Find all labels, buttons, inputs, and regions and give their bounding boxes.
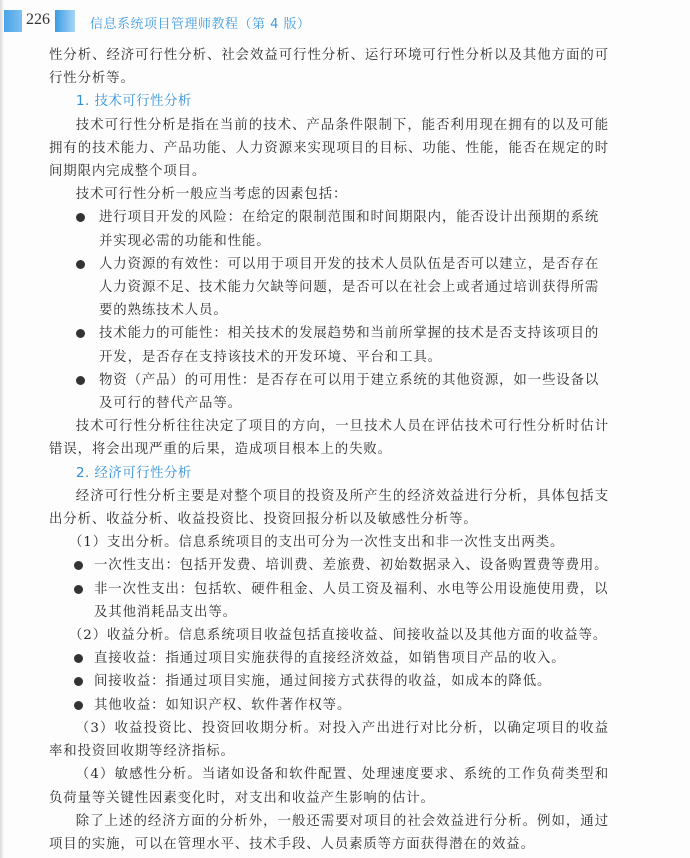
bullet-icon: [76, 260, 85, 269]
numbered-item: （4）敏感性分析。当诸如设备和软件配置、处理速度要求、系统的工作负荷类型和负荷量等关键性因素变化时，对支出和收益产生影响的估计。: [49, 767, 609, 806]
closing-paragraph: 除了上述的经济方面的分析外，一般还需要对项目的社会效益进行分析。例如，通过项目的实施，可以在管理水平、技术手段、人员素质等方面获得潜在的效益。: [49, 813, 609, 852]
list-item-text: 非一次性支出：包括软、硬件租金、人员工资及福利、水电等公用设施使用费，以及其他消耗品支出等。: [94, 581, 609, 620]
paragraph: 技术可行性分析往往决定了项目的方向，一旦技术人员在评估技术可行性分析时估计错误，将会出现严重的后果，造成项目根本上的失败。: [49, 419, 609, 458]
bullet-icon: [74, 561, 83, 570]
bullet-icon: [76, 376, 85, 385]
list-item: [49, 206, 609, 252]
paragraph: 技术可行性分析是指在当前的技术、产品条件限制下，能否利用现在拥有的以及可能拥有的技术能力、产品功能、人力资源来实现项目的目标、功能、性能，能否在规定的时间期限内完成整个项目。: [49, 117, 609, 180]
paragraph: 经济可行性分析主要是对整个项目的投资及所产生的经济效益进行分析，具体包括支出分析、收益分析、收益投资比、投资回报分析以及敏感性分析等。: [49, 488, 609, 528]
header-accent-bar-right: [55, 10, 75, 32]
page-header: [0, 10, 690, 32]
bullet-icon: [74, 654, 83, 663]
bullet-icon: [74, 677, 83, 686]
list-item: [49, 670, 609, 693]
bullet-icon: [76, 329, 85, 338]
list-item-text: 其他收益：如知识产权、软件著作权等。: [94, 697, 352, 713]
list-item-text: 直接收益：指通过项目实施获得的直接经济效益，如销售项目产品的收入。: [94, 651, 566, 667]
list-item-text: 物资（产品）的可用性：是否存在可以用于建立系统的其他资源，如一些设备以及可行的替代产品等。: [99, 372, 600, 412]
bullet-icon: [74, 585, 83, 594]
page-body: [49, 44, 609, 856]
list-item: [49, 578, 609, 624]
intro-paragraph: 性分析、经济可行性分析、社会效益可行性分析、运行环境可行性分析以及其他方面的可行性分析等。: [49, 48, 609, 87]
list-item: [49, 647, 609, 670]
numbered-item: （3）收益投资比、投资回收期分析。对投入产出进行对比分析，以确定项目的收益率和投资回收期等经济指标。: [49, 720, 609, 760]
numbered-item: （2）收益分析。信息系统项目收益包括直接收益、间接收益以及其他方面的收益等。: [69, 628, 608, 644]
numbered-item: （1）支出分析。信息系统项目的支出可分为一次性支出和非一次性支出两类。: [69, 535, 565, 551]
page-number: 226: [26, 11, 50, 28]
list-item: [49, 253, 609, 323]
header-accent-bar-left: [4, 10, 22, 32]
page-edge-shadow: [0, 0, 4, 858]
list-item-text: 一次性支出：包括开发费、培训费、差旅费、初始数据录入、设备购置费等费用。: [94, 558, 609, 574]
section-heading-economic: 2. 经济可行性分析: [76, 465, 192, 481]
list-item: [49, 694, 609, 717]
section-heading-technical: 1. 技术可行性分析: [76, 94, 192, 110]
list-item: [49, 322, 609, 368]
bullet-icon: [74, 701, 83, 710]
list-item-text: 间接收益：指通过项目实施，通过间接方式获得的收益，如成本的降低。: [94, 674, 552, 690]
bullet-icon: [76, 213, 85, 222]
list-item-text: 进行项目开发的风险：在给定的限制范围和时间期限内，能否设计出预期的系统并实现必需的功能和性能。: [99, 210, 600, 249]
paragraph: 技术可行性分析一般应当考虑的因素包括：: [75, 187, 348, 203]
book-title: 信息系统项目管理师教程（第 4 版）: [90, 17, 311, 32]
list-item: [49, 369, 609, 415]
list-item-text: 人力资源的有效性：可以用于项目开发的技术人员队伍是否可以建立，是否存在人力资源不足、技术能力欠缺等问题，是否可以在社会上或者通过培训获得所需要的熟练技术人员。: [99, 256, 600, 319]
list-item: [49, 554, 609, 577]
list-item-text: 技术能力的可能性：相关技术的发展趋势和当前所掌握的技术是否支持该项目的开发，是否存在支持该技术的开发环境、平台和工具。: [99, 326, 600, 365]
